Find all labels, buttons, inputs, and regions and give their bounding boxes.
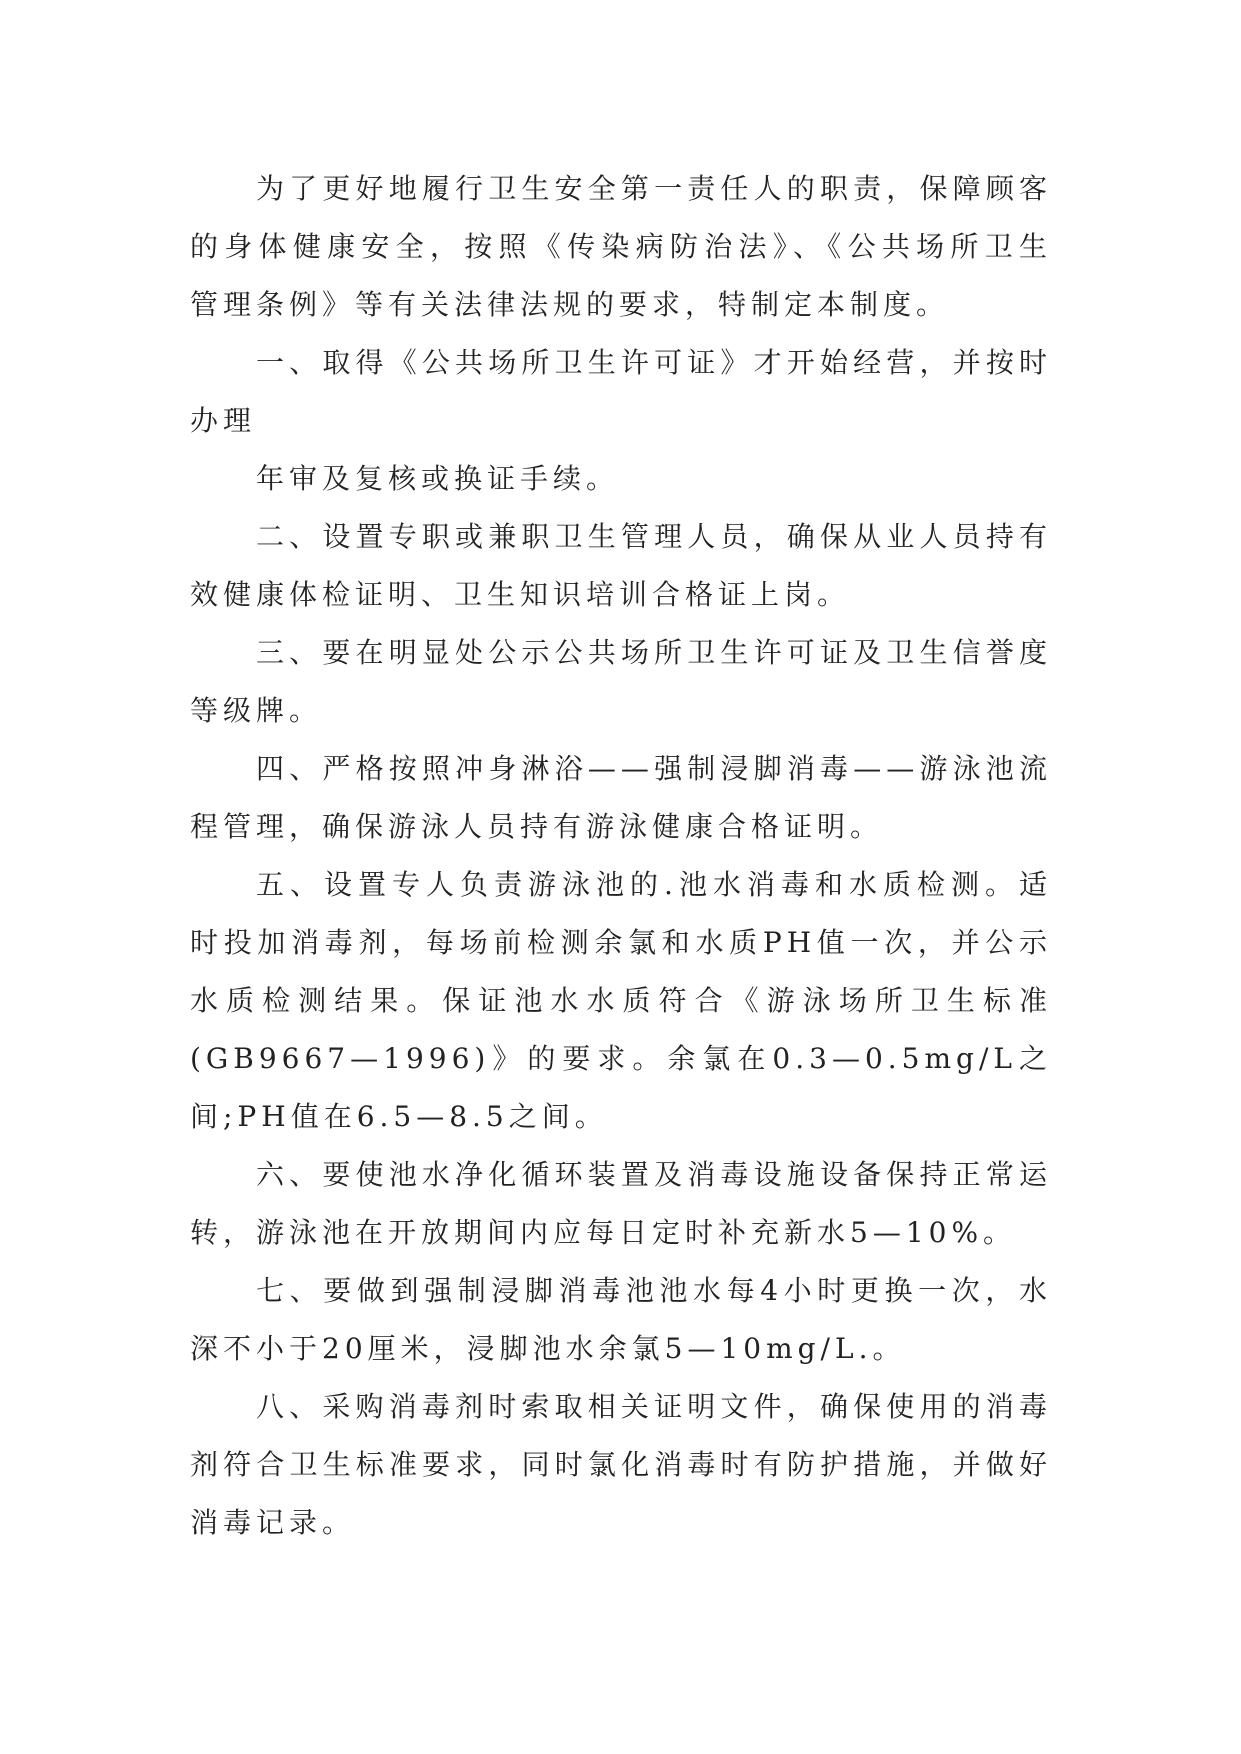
clause-7-paragraph: 七、要做到强制浸脚消毒池池水每4小时更换一次，水深不小于20厘米，浸脚池水余氯5—10mg/L.。 [190, 1274, 1052, 1365]
document-body [190, 160, 1052, 1552]
clause-1-paragraph: 一、取得《公共场所卫生许可证》才开始经营，并按时办理 [190, 346, 1052, 437]
clause-4-paragraph: 四、严格按照冲身淋浴——强制浸脚消毒——游泳池流程管理，确保游泳人员持有游泳健康合格证明。 [190, 752, 1052, 843]
clause-3-paragraph: 三、要在明显处公示公共场所卫生许可证及卫生信誉度等级牌。 [190, 636, 1052, 727]
clause-1-continuation: 年审及复核或换证手续。 [256, 462, 620, 495]
clause-6-paragraph: 六、要使池水净化循环装置及消毒设施设备保持正常运转，游泳池在开放期间内应每日定时补充新水5—10%。 [190, 1158, 1052, 1249]
clause-2-paragraph: 二、设置专职或兼职卫生管理人员，确保从业人员持有效健康体检证明、卫生知识培训合格证上岗。 [190, 520, 1052, 611]
clause-8-paragraph: 八、采购消毒剂时索取相关证明文件，确保使用的消毒剂符合卫生标准要求，同时氯化消毒时有防护措施，并做好消毒记录。 [190, 1390, 1052, 1539]
intro-paragraph: 为了更好地履行卫生安全第一责任人的职责，保障顾客的身体健康安全，按照《传染病防治法》、《公共场所卫生管理条例》等有关法律法规的要求，特制定本制度。 [190, 172, 1052, 321]
clause-5-paragraph: 五、设置专人负责游泳池的.池水消毒和水质检测。适时投加消毒剂，每场前检测余氯和水质PH值一次，并公示水质检测结果。保证池水水质符合《游泳场所卫生标准(GB9667—1996)》的要求。余氯在0.3—0.5mg/L之间;PH值在6.5—8.5之间。 [190, 868, 1052, 1133]
